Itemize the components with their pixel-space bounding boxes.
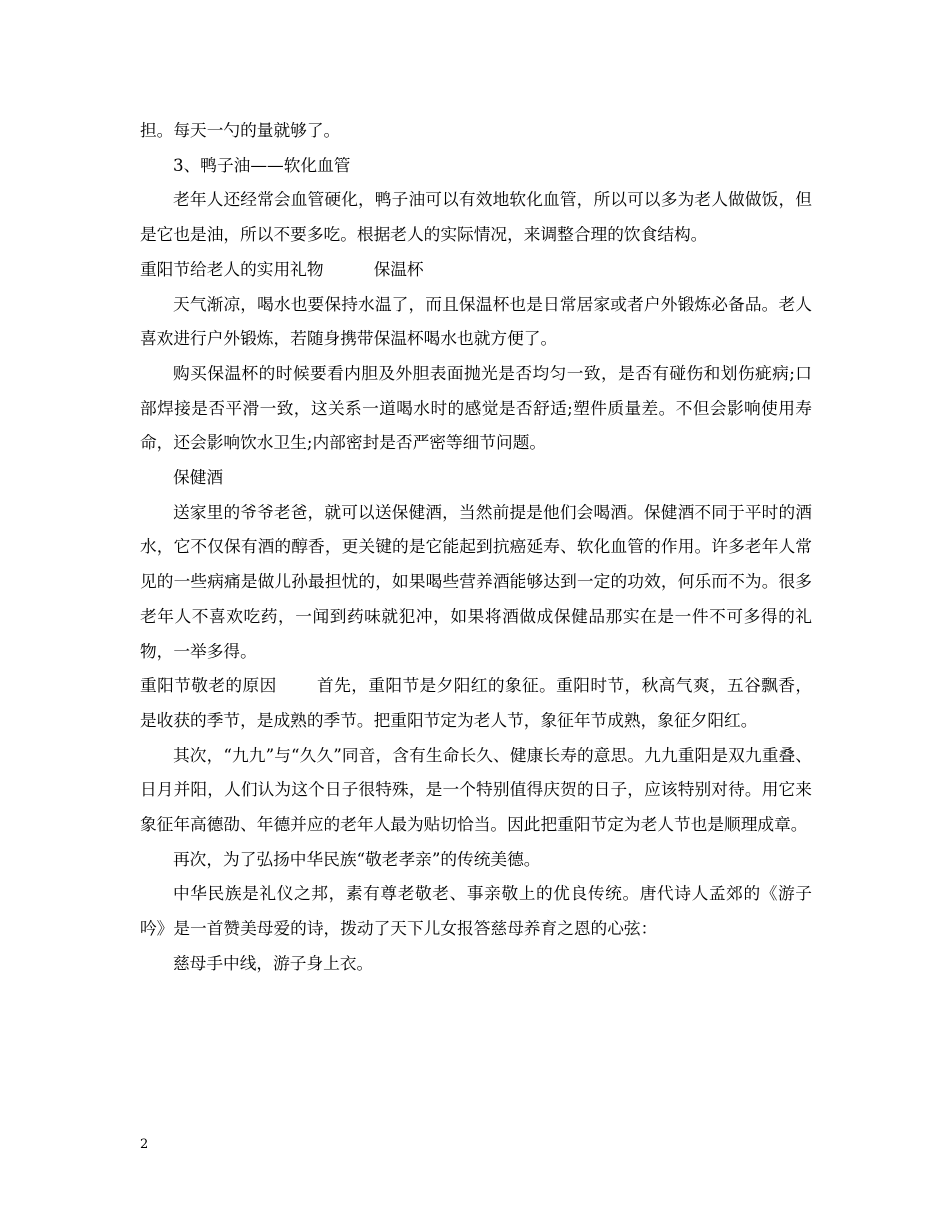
subheading-health-wine: 保健酒 xyxy=(173,467,224,488)
section-respect-elders xyxy=(140,668,812,737)
paragraph-duck-oil: 老年人还经常会血管硬化，鸭子油可以有效地软化血管，所以可以多为老人做做饭，但是它也是油，所以不要多吃。根据老人的实际情况，来调整合理的饮食结构。 xyxy=(140,189,812,245)
subheading-thermos: 保温杯 xyxy=(373,258,424,279)
paragraph-thermos-intro: 天气渐凉，喝水也要保持水温了，而且保温杯也是日常居家或者户外锻炼必备品。老人喜欢进行户外锻炼，若随身携带保温杯喝水也就方便了。 xyxy=(140,293,812,349)
paragraph-second-reason: 其次，“九九”与“久久”同音，含有生命长久、健康长寿的意思。九九重阳是双九重叠、日月并阳，人们认为这个日子很特殊，是一个特别值得庆贺的日子，应该特别对待。用它来象征年高德劭、年德并应的老年人最为贴切恰当。因此把重阳节定为老人节也是顺理成章。 xyxy=(140,744,812,835)
paragraph-health-wine: 送家里的爷爷老爸，就可以送保健酒，当然前提是他们会喝酒。保健酒不同于平时的酒水，它不仅保有酒的醇香，更关键的是它能起到抗癌延寿、软化血管的作用。许多老年人常见的一些病痛是做儿孙最担忧的，如果喝些营养酒能够达到一定的功效，何乐而不为。很多老年人不喜欢吃药，一闻到药味就犯冲，如果将酒做成保健品那实在是一件不可多得的礼物，一举多得。 xyxy=(140,501,812,661)
section-heading-practical-gifts xyxy=(140,252,812,287)
heading-practical-gifts: 重阳节给老人的实用礼物 xyxy=(140,258,324,279)
paragraph-first-reason: 首先，重阳节是夕阳红的象征。重阳时节，秋高气爽，五谷飘香，是收获的季节，是成熟的季节。把重阳节定为老人节，象征年节成熟，象征夕阳红。 xyxy=(140,675,813,730)
paragraph-thermos-buying: 购买保温杯的时候要看内胆及外胆表面抛光是否均匀一致，是否有碰伤和划伤疵病;口部焊接是否平滑一致，这关系一道喝水时的感觉是否舒适;塑件质量差。不但会影响使用寿命，还会影响饮水卫生;内部密封是否严密等细节问题。 xyxy=(140,362,812,453)
page-number: 2 xyxy=(140,1137,149,1152)
paragraph-tradition: 中华民族是礼仪之邦，素有尊老敬老、事亲敬上的优良传统。唐代诗人孟郊的《游子吟》是一首赞美母爱的诗，拨动了天下儿女报答慈母养育之恩的心弦： xyxy=(140,883,812,939)
poem-line: 慈母手中线，游子身上衣。 xyxy=(173,952,374,973)
paragraph-third-reason: 再次，为了弘扬中华民族“敬老孝亲”的传统美德。 xyxy=(173,848,541,869)
document-body xyxy=(140,113,812,981)
section-heading-duck-oil: 3、鸭子油——软化血管 xyxy=(173,154,351,175)
heading-respect-elders: 重阳节敬老的原因 xyxy=(140,675,277,696)
paragraph-continuation: 担。每天一勺的量就够了。 xyxy=(140,120,341,140)
